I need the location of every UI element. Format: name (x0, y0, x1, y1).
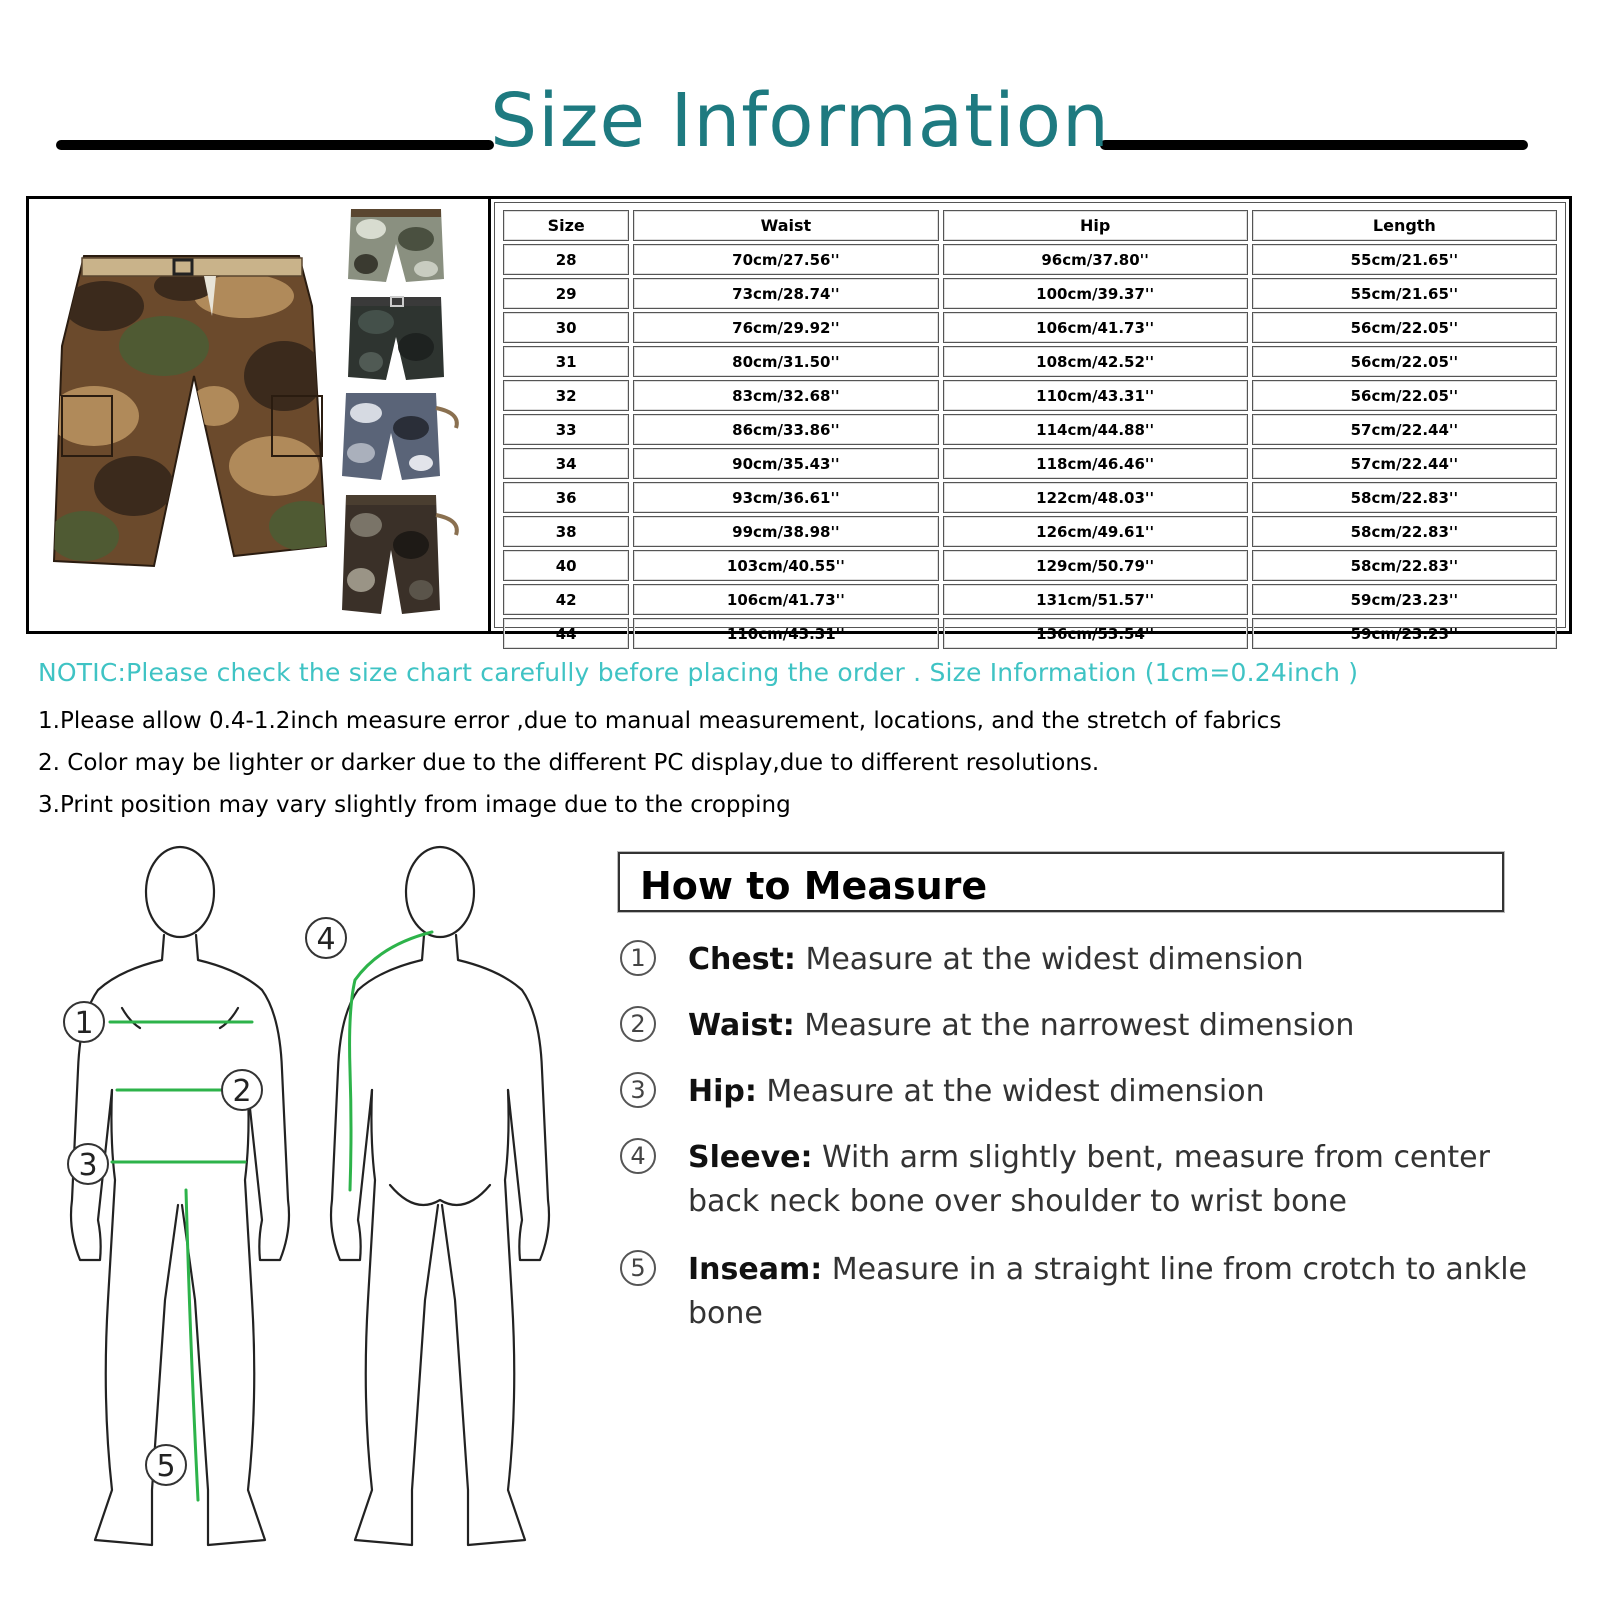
body-measurement-diagram (40, 840, 620, 1580)
product-photo-panel (26, 196, 491, 634)
size-table-header-row (503, 210, 1557, 241)
variant-thumbnail-3[interactable] (336, 388, 466, 483)
cell-waist: 110cm/43.31'' (633, 618, 938, 649)
cell-length: 57cm/22.44'' (1252, 448, 1557, 479)
how-to-measure-title: How to Measure (640, 864, 988, 908)
measure-term: Chest: (688, 942, 796, 977)
cell-length: 56cm/22.05'' (1252, 380, 1557, 411)
cell-waist: 86cm/33.86'' (633, 414, 938, 445)
cell-hip: 131cm/51.57'' (943, 584, 1248, 615)
cell-size: 34 (503, 448, 629, 479)
camo-shorts-main-image (44, 246, 344, 606)
cell-length: 59cm/23.23'' (1252, 584, 1557, 615)
size-table-row (503, 278, 1557, 309)
cell-hip: 118cm/46.46'' (943, 448, 1248, 479)
size-table-row (503, 414, 1557, 445)
cell-waist: 93cm/36.61'' (633, 482, 938, 513)
cell-hip: 136cm/53.54'' (943, 618, 1248, 649)
size-table-row (503, 516, 1557, 547)
size-table-row (503, 482, 1557, 513)
size-table-row (503, 380, 1557, 411)
cell-size: 40 (503, 550, 629, 581)
variant-thumbnail-2[interactable] (346, 292, 446, 382)
cell-waist: 70cm/27.56'' (633, 244, 938, 275)
diagram-label-5: 5 (156, 1449, 176, 1484)
cell-length: 58cm/22.83'' (1252, 516, 1557, 547)
measure-description: Measure at the widest dimension (795, 942, 1304, 977)
cell-length: 56cm/22.05'' (1252, 346, 1557, 377)
measure-number: 1 (620, 940, 656, 976)
cell-hip: 108cm/42.52'' (943, 346, 1248, 377)
cell-size: 42 (503, 584, 629, 615)
cell-length: 59cm/23.23'' (1252, 618, 1557, 649)
diagram-label-3: 3 (78, 1148, 98, 1183)
diagram-label-4: 4 (316, 922, 336, 957)
measure-term: Hip: (688, 1074, 757, 1109)
notice-text: NOTIC:Please check the size chart carefully before placing the order . Size Information (1cm=0.24inch ) (38, 658, 1359, 687)
cell-length: 58cm/22.83'' (1252, 482, 1557, 513)
cell-waist: 80cm/31.50'' (633, 346, 938, 377)
cell-hip: 96cm/37.80'' (943, 244, 1248, 275)
cell-size: 36 (503, 482, 629, 513)
cell-waist: 106cm/41.73'' (633, 584, 938, 615)
header-length: Length (1252, 210, 1557, 241)
header-size: Size (503, 210, 629, 241)
size-table-container (494, 202, 1566, 643)
cell-length: 56cm/22.05'' (1252, 312, 1557, 343)
header-waist: Waist (633, 210, 938, 241)
cell-waist: 99cm/38.98'' (633, 516, 938, 547)
header-hip: Hip (943, 210, 1248, 241)
cell-size: 31 (503, 346, 629, 377)
cell-hip: 126cm/49.61'' (943, 516, 1248, 547)
cell-size: 33 (503, 414, 629, 445)
page-title: Size Information (490, 78, 1110, 164)
cell-length: 55cm/21.65'' (1252, 244, 1557, 275)
cell-length: 55cm/21.65'' (1252, 278, 1557, 309)
cell-hip: 114cm/44.88'' (943, 414, 1248, 445)
cell-waist: 83cm/32.68'' (633, 380, 938, 411)
measure-term: Waist: (688, 1008, 795, 1043)
note-3: 3.Print position may vary slightly from image due to the cropping (38, 792, 791, 818)
cell-waist: 103cm/40.55'' (633, 550, 938, 581)
cell-size: 28 (503, 244, 629, 275)
size-table-row (503, 550, 1557, 581)
measure-description: With arm slightly bent, measure from center back neck bone over shoulder to wrist bone (688, 1140, 1490, 1219)
diagram-label-2: 2 (232, 1074, 252, 1109)
size-table-row (503, 346, 1557, 377)
measure-number: 5 (620, 1250, 656, 1286)
size-table-row (503, 244, 1557, 275)
cell-length: 58cm/22.83'' (1252, 550, 1557, 581)
size-table-row (503, 448, 1557, 479)
cell-hip: 100cm/39.37'' (943, 278, 1248, 309)
size-table-row (503, 312, 1557, 343)
cell-waist: 76cm/29.92'' (633, 312, 938, 343)
note-2: 2. Color may be lighter or darker due to the different PC display,due to different resolutions. (38, 750, 1100, 776)
cell-waist: 73cm/28.74'' (633, 278, 938, 309)
measure-number: 2 (620, 1006, 656, 1042)
variant-thumbnail-1[interactable] (346, 204, 446, 284)
cell-hip: 122cm/48.03'' (943, 482, 1248, 513)
cell-hip: 106cm/41.73'' (943, 312, 1248, 343)
variant-thumbnail-4[interactable] (336, 490, 466, 620)
cell-size: 29 (503, 278, 629, 309)
cell-hip: 110cm/43.31'' (943, 380, 1248, 411)
measure-number: 3 (620, 1072, 656, 1108)
measure-description: Measure at the widest dimension (756, 1074, 1265, 1109)
cell-length: 57cm/22.44'' (1252, 414, 1557, 445)
note-1: 1.Please allow 0.4-1.2inch measure error ,due to manual measurement, locations, and the stretch of fabrics (38, 708, 1282, 734)
measure-term: Inseam: (688, 1252, 823, 1287)
size-table-row (503, 584, 1557, 615)
cell-size: 44 (503, 618, 629, 649)
size-table-row (503, 618, 1557, 649)
cell-hip: 129cm/50.79'' (943, 550, 1248, 581)
diagram-label-1: 1 (74, 1006, 94, 1041)
size-table (499, 207, 1561, 652)
measure-number: 4 (620, 1138, 656, 1174)
measure-description: Measure in a straight line from crotch to ankle bone (688, 1252, 1527, 1331)
measure-description: Measure at the narrowest dimension (794, 1008, 1355, 1043)
cell-size: 32 (503, 380, 629, 411)
cell-waist: 90cm/35.43'' (633, 448, 938, 479)
cell-size: 38 (503, 516, 629, 547)
measure-term: Sleeve: (688, 1140, 813, 1175)
how-to-measure-box (618, 852, 1504, 912)
cell-size: 30 (503, 312, 629, 343)
